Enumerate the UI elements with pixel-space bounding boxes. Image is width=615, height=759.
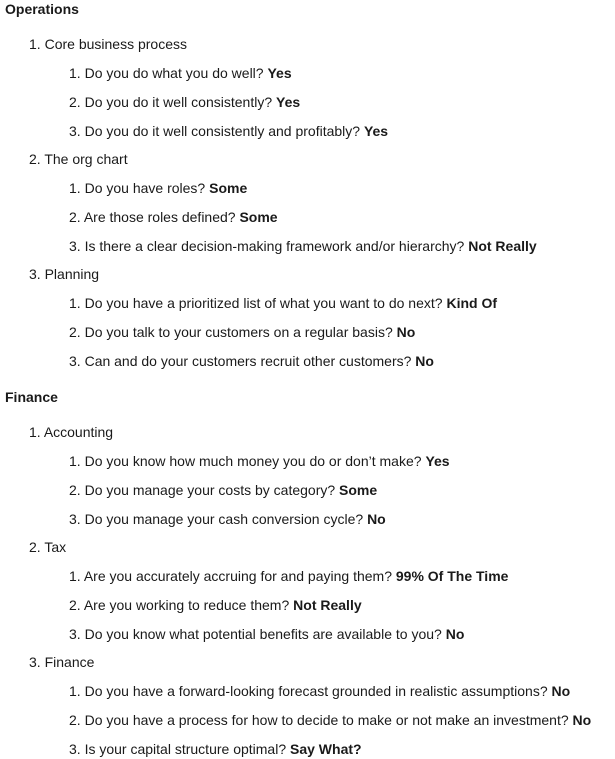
question-number: 2.	[69, 712, 81, 728]
question-text: Do you have a forward-looking forecast grounded in realistic assumptions?	[84, 683, 548, 699]
question-answer: Yes	[425, 453, 450, 469]
question-item	[69, 64, 292, 82]
question-number: 2.	[69, 482, 81, 498]
question-item	[69, 352, 434, 370]
question-answer: Some	[239, 209, 278, 225]
item-label: Finance	[44, 654, 95, 670]
section-title: Operations	[5, 1, 79, 17]
question-text: Do you know what potential benefits are available to you?	[84, 626, 442, 642]
list-item	[29, 35, 187, 53]
question-item	[69, 711, 591, 729]
question-item	[69, 294, 497, 312]
question-item	[69, 625, 464, 643]
question-number: 2.	[69, 94, 81, 110]
item-label: Tax	[44, 539, 67, 555]
question-answer: 99% Of The Time	[395, 568, 509, 584]
list-item	[29, 150, 128, 168]
question-item	[69, 567, 508, 585]
question-item	[69, 510, 386, 528]
section-title: Finance	[5, 389, 58, 405]
question-text: Do you know how much money you do or don’t make?	[84, 453, 422, 469]
list-item	[29, 265, 99, 283]
question-text: Is your capital structure optimal?	[84, 741, 287, 757]
question-answer: No	[551, 683, 571, 699]
question-number: 3.	[69, 123, 81, 139]
question-number: 1.	[69, 568, 81, 584]
question-answer: Yes	[276, 94, 301, 110]
question-number: 2.	[69, 209, 81, 225]
question-item	[69, 323, 415, 341]
question-number: 1.	[69, 180, 81, 196]
question-item	[69, 208, 278, 226]
item-number: 1.	[29, 36, 41, 52]
question-item	[69, 682, 570, 700]
question-answer: Yes	[267, 65, 292, 81]
question-answer: No	[445, 626, 465, 642]
question-text: Are those roles defined?	[83, 209, 236, 225]
item-number: 3.	[29, 654, 41, 670]
question-answer: Some	[209, 180, 248, 196]
item-label: The org chart	[44, 151, 128, 167]
question-text: Do you do it well consistently and profitably?	[84, 123, 361, 139]
question-item	[69, 93, 300, 111]
question-text: Do you do it well consistently?	[84, 94, 273, 110]
item-label: Accounting	[43, 424, 114, 440]
question-number: 1.	[69, 295, 81, 311]
question-number: 3.	[69, 238, 81, 254]
question-number: 2.	[69, 597, 81, 613]
question-item	[69, 452, 450, 470]
list-item	[29, 538, 66, 556]
list-item	[29, 423, 113, 441]
question-item	[69, 740, 362, 758]
question-number: 3.	[69, 741, 81, 757]
item-label: Core business process	[44, 36, 187, 52]
question-text: Do you have a process for how to decide to make or not make an investment?	[84, 712, 569, 728]
question-text: Do you do what you do well?	[84, 65, 264, 81]
question-item	[69, 237, 537, 255]
list-item	[29, 653, 94, 671]
question-text: Are you working to reduce them?	[83, 597, 290, 613]
question-answer: No	[367, 511, 386, 527]
item-number: 1.	[29, 424, 41, 440]
question-text: Can and do your customers recruit other customers?	[84, 353, 412, 369]
item-label: Planning	[44, 266, 100, 282]
question-number: 2.	[69, 324, 81, 340]
item-number: 3.	[29, 266, 41, 282]
question-number: 3.	[69, 626, 81, 642]
question-text: Do you manage your cash conversion cycle?	[84, 511, 364, 527]
question-text: Are you accurately accruing for and paying them?	[83, 568, 392, 584]
question-answer: No	[396, 324, 416, 340]
question-number: 1.	[69, 683, 81, 699]
question-item	[69, 596, 362, 614]
question-answer: Say What?	[290, 741, 362, 757]
question-answer: Yes	[363, 123, 389, 139]
question-text: Do you talk to your customers on a regular basis?	[84, 324, 393, 340]
question-answer: Not Really	[293, 597, 362, 613]
question-text: Is there a clear decision-making framework and/or hierarchy?	[84, 238, 465, 254]
question-item	[69, 122, 388, 140]
question-answer: Kind Of	[446, 295, 497, 311]
question-answer: No	[415, 353, 434, 369]
question-answer: Not Really	[468, 238, 537, 254]
question-number: 3.	[69, 353, 81, 369]
question-number: 1.	[69, 65, 81, 81]
question-answer: No	[572, 712, 592, 728]
question-item	[69, 481, 377, 499]
question-answer: Some	[339, 482, 378, 498]
question-item	[69, 179, 247, 197]
question-text: Do you have a prioritized list of what you want to do next?	[84, 295, 443, 311]
question-number: 1.	[69, 453, 81, 469]
question-text: Do you manage your costs by category?	[84, 482, 336, 498]
question-text: Do you have roles?	[84, 180, 206, 196]
item-number: 2.	[29, 539, 41, 555]
item-number: 2.	[29, 151, 41, 167]
question-number: 3.	[69, 511, 81, 527]
